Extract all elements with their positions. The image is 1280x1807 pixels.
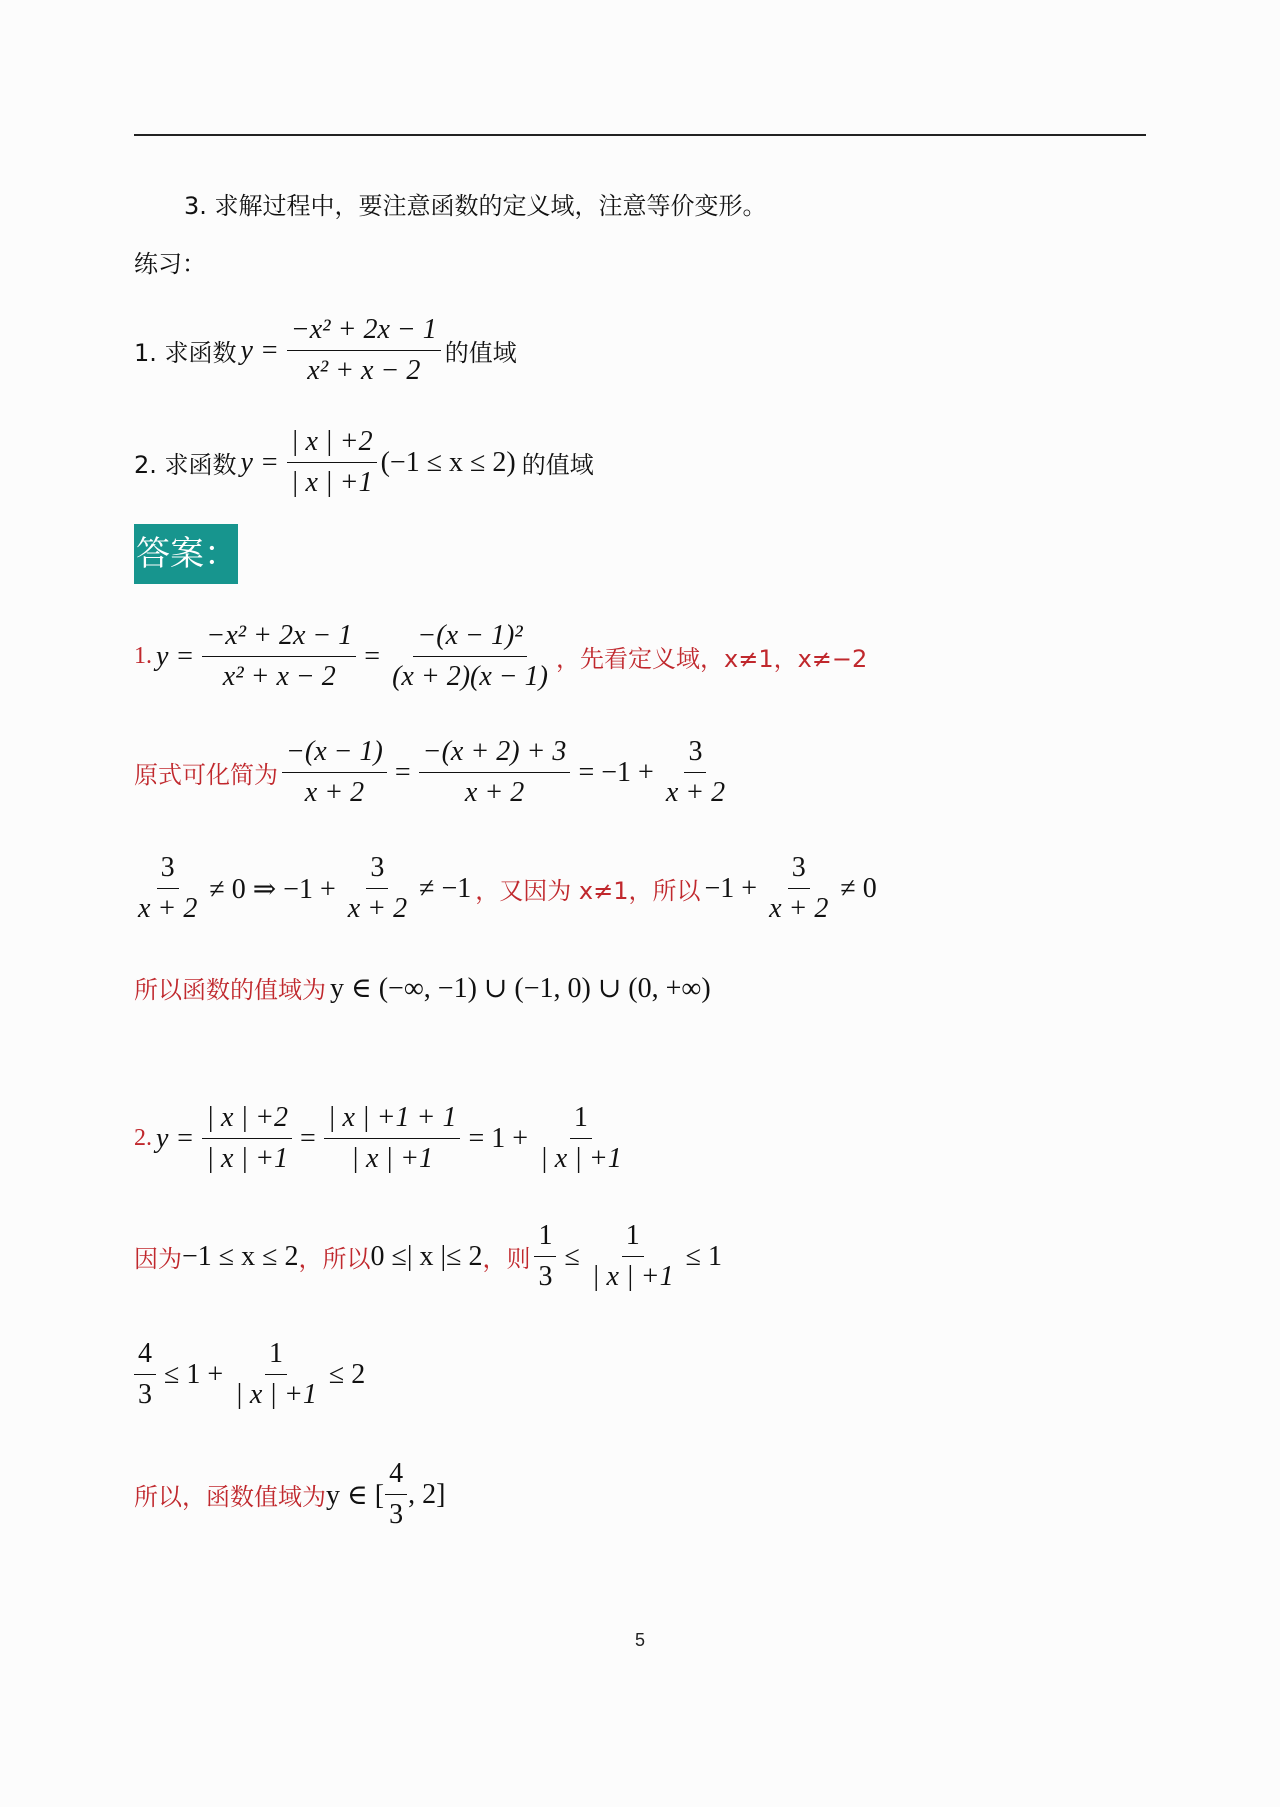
answer-2-line-4: 所以，函数值域为 y ∈ [ $\frac{4}{3}$ , 2]: [134, 1458, 446, 1530]
answer-1-line-3: $\frac{3}{x + 2}$ ≠ 0 ⇒ −1 + $\frac{3}{x + 2}$ ≠ −1 ，又因为 x≠1，所以 −1 + $\frac{3}{x + 2}$ ≠ 0: [138, 852, 877, 924]
exercise-1: 1. 求函数 y = $\frac{\text{−x² + 2x − 1}}{\text{x² + x − 2}}$ 的值域: [134, 312, 517, 389]
header-rule: [134, 134, 1146, 136]
answer-1-line-2: 原式可化简为 $\frac{-(x - 1)}{x + 2}$ = $\frac{-(x + 2) + 3}{x + 2}$ = −1 + $\frac{3}{x + 2}$: [134, 736, 726, 808]
exercise-2-fraction: $\frac{| x | +2}{| x | +1}$: [287, 424, 377, 501]
exercise-1-fraction: $\frac{\text{−x² + 2x − 1}}{\text{x² + x − 2}}$: [287, 312, 441, 389]
answer-2-line-1: 2. y = $\frac{| x | +2}{| x | +1}$ = $\frac{| x | +1 + 1}{| x | +1}$ = 1 + $\frac{1}{| x | +1}$: [134, 1102, 622, 1174]
answer-label: 答案：: [134, 524, 238, 584]
answer-2-line-2: 因为 −1 ≤ x ≤ 2 ，所以 0 ≤| x |≤ 2 ，则 $\frac{1}{3}$ ≤ $\frac{1}{| x | +1}$ ≤ 1: [134, 1220, 722, 1292]
note-3: 3. 求解过程中，要注意函数的定义域，注意等价变形。: [184, 192, 767, 220]
page-number: 5: [634, 1630, 645, 1650]
answer-2-line-3: $\frac{4}{3}$ ≤ 1 + $\frac{1}{| x | +1}$ ≤ 2: [134, 1336, 369, 1413]
exercise-2: 2. 求函数 y = $\frac{| x | +2}{| x | +1}$ (−1 ≤ x ≤ 2) 的值域: [134, 424, 594, 501]
practice-label: 练习：: [134, 250, 206, 278]
answer-1-line-4: 所以函数的值域为 y ∈ (−∞, −1) ∪ (−1, 0) ∪ (0, +∞): [134, 972, 711, 1004]
answer-1-line-1: 1. y = $\frac{\text{−x² + 2x − 1}}{\text{x² + x − 2}}$ = $\frac{\text{−(x − 1)²}}{(x + 2)(x - 1)}$ ，先看定义域，x≠1，x≠−2: [134, 620, 868, 692]
